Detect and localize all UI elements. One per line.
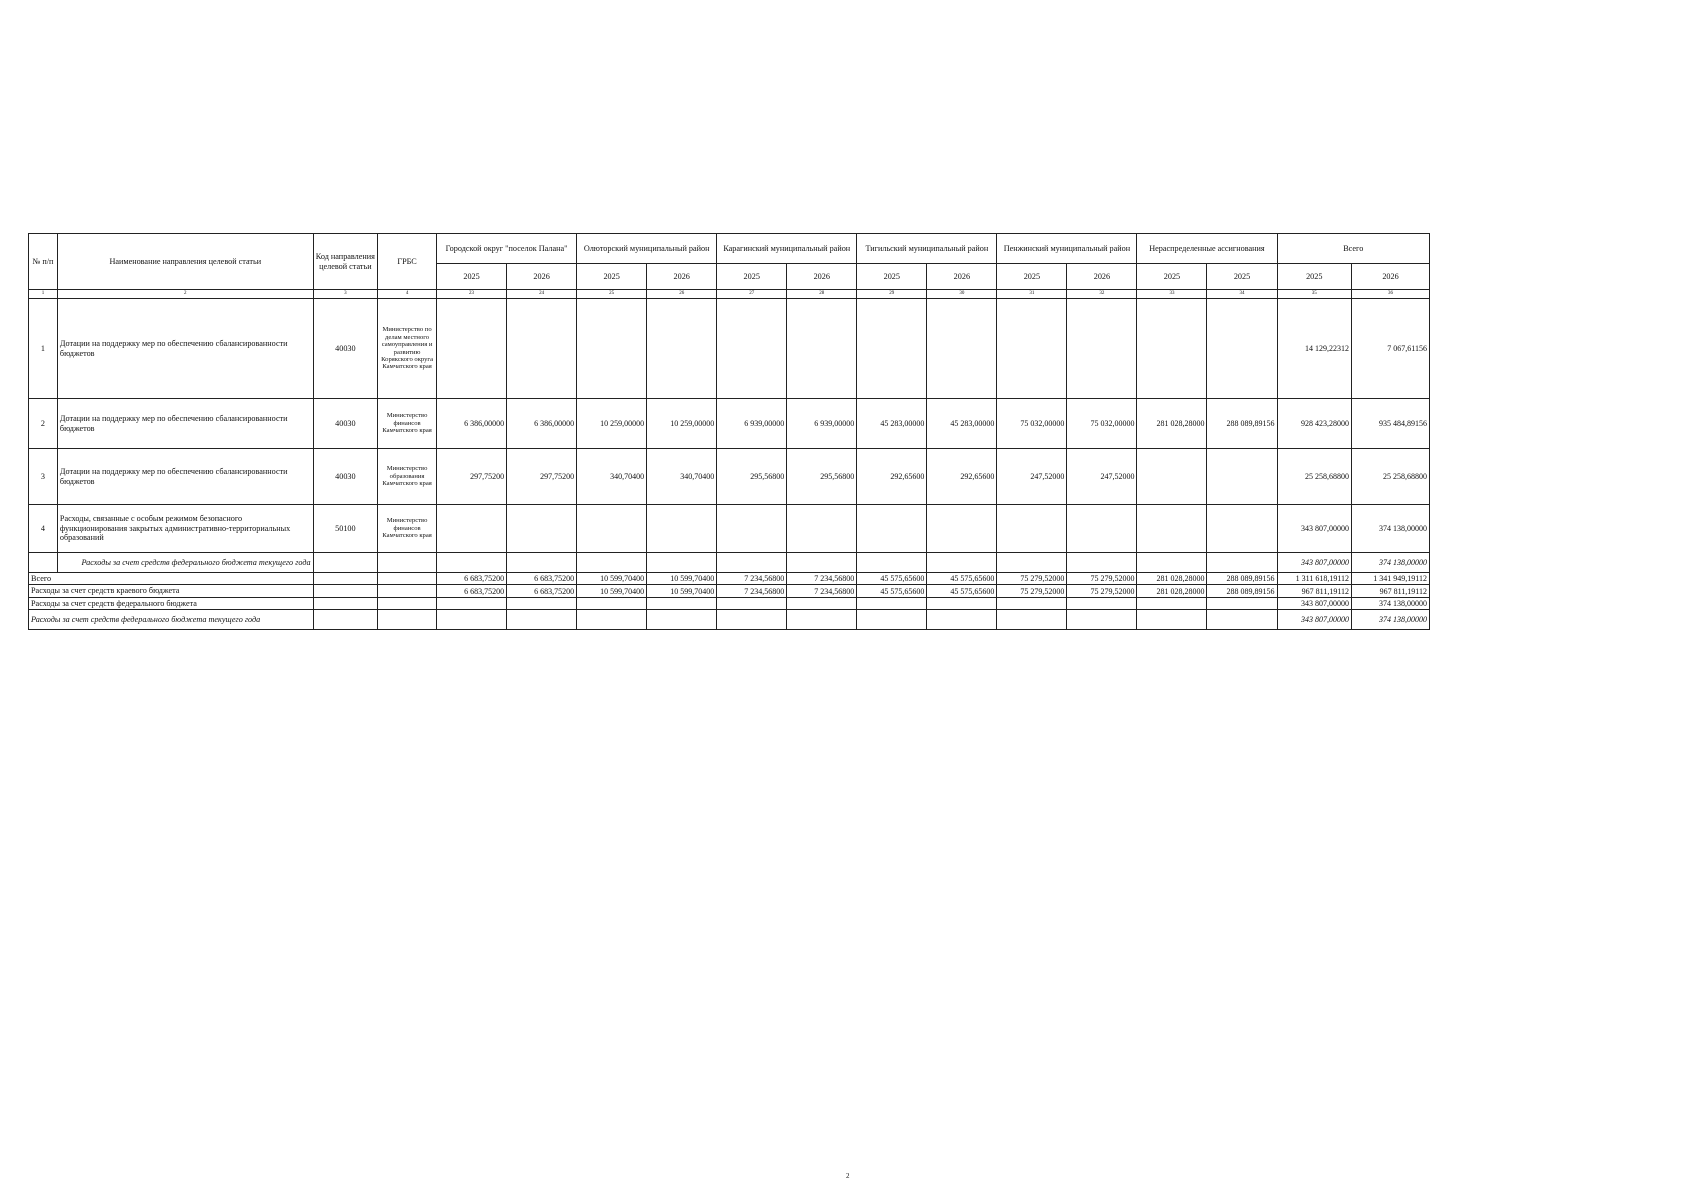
- value-cell: 25 258,68800: [1352, 449, 1430, 505]
- column-index-cell: 29: [857, 290, 927, 299]
- header-group-tigilsky: Тигильский муниципальный район: [857, 234, 997, 264]
- value-cell: [857, 597, 927, 609]
- value-cell: 374 138,00000: [1352, 553, 1430, 573]
- row-number: 4: [29, 505, 58, 553]
- value-cell: 10 599,70400: [577, 573, 647, 585]
- value-cell: [507, 610, 577, 630]
- value-cell: 10 259,00000: [577, 399, 647, 449]
- row-grbs: Министерство образования Камчатского края: [378, 449, 437, 505]
- value-cell: 6 683,75200: [507, 585, 577, 597]
- totals-grbs: [378, 610, 437, 630]
- value-cell: 6 683,75200: [437, 573, 507, 585]
- value-cell: [857, 505, 927, 553]
- value-cell: [647, 553, 717, 573]
- header-year: 2026: [927, 264, 997, 290]
- value-cell: [1067, 610, 1137, 630]
- value-cell: [857, 299, 927, 399]
- row-number: 2: [29, 399, 58, 449]
- value-cell: [997, 597, 1067, 609]
- totals-row: [29, 573, 1430, 585]
- column-index-cell: 36: [1352, 290, 1430, 299]
- totals-label: Расходы за счет средств федерального бюджета: [29, 597, 314, 609]
- value-cell: [1207, 505, 1277, 553]
- totals-grbs: [378, 585, 437, 597]
- column-index-cell: 26: [647, 290, 717, 299]
- table-row: [29, 399, 1430, 449]
- value-cell: 967 811,19112: [1277, 585, 1351, 597]
- header-grbs: ГРБС: [378, 234, 437, 290]
- value-cell: [927, 299, 997, 399]
- value-cell: [927, 597, 997, 609]
- value-cell: 292,65600: [927, 449, 997, 505]
- page-number: 2: [846, 1172, 850, 1180]
- value-cell: 281 028,28000: [1137, 573, 1207, 585]
- table-row: [29, 299, 1430, 399]
- value-cell: [1067, 505, 1137, 553]
- subrow-label: Расходы за счет средств федерального бюджетa текущего года: [57, 553, 313, 573]
- value-cell: [437, 610, 507, 630]
- value-cell: 75 279,52000: [1067, 573, 1137, 585]
- header-no: № п/п: [29, 234, 58, 290]
- header-group-karaginsky: Карагинский муниципальный район: [717, 234, 857, 264]
- row-grbs: Министерство финансов Камчатского края: [378, 399, 437, 449]
- row-name: Расходы, связанные с особым режимом безопасного функционирования закрытых административно-территориальных образований: [57, 505, 313, 553]
- value-cell: 343 807,00000: [1277, 553, 1351, 573]
- column-index-cell: 23: [437, 290, 507, 299]
- value-cell: 6 683,75200: [437, 585, 507, 597]
- row-grbs: Министерство финансов Камчатского края: [378, 505, 437, 553]
- value-cell: [1137, 505, 1207, 553]
- value-cell: [1067, 597, 1137, 609]
- totals-grbs: [378, 597, 437, 609]
- value-cell: 75 279,52000: [997, 573, 1067, 585]
- header-group-unallocated: Нераспределенные ассигнования: [1137, 234, 1277, 264]
- column-index-cell: 34: [1207, 290, 1277, 299]
- value-cell: [437, 553, 507, 573]
- header-year: 2025: [437, 264, 507, 290]
- row-code: 40030: [313, 449, 377, 505]
- totals-label: Расходы за счет средств краевого бюджета: [29, 585, 314, 597]
- value-cell: [787, 299, 857, 399]
- value-cell: 45 575,65600: [857, 573, 927, 585]
- value-cell: 7 234,56800: [717, 585, 787, 597]
- value-cell: 1 341 949,19112: [1352, 573, 1430, 585]
- value-cell: 340,70400: [577, 449, 647, 505]
- value-cell: 247,52000: [997, 449, 1067, 505]
- value-cell: [787, 597, 857, 609]
- value-cell: 10 599,70400: [647, 585, 717, 597]
- value-cell: 10 259,00000: [647, 399, 717, 449]
- federal-subrow: [29, 553, 1430, 573]
- header-year: 2025: [997, 264, 1067, 290]
- value-cell: [1207, 610, 1277, 630]
- value-cell: 10 599,70400: [647, 573, 717, 585]
- value-cell: 928 423,28000: [1277, 399, 1351, 449]
- value-cell: 343 807,00000: [1277, 610, 1351, 630]
- totals-label: Всего: [29, 573, 314, 585]
- value-cell: [437, 299, 507, 399]
- header-year: 2025: [717, 264, 787, 290]
- value-cell: [1207, 597, 1277, 609]
- value-cell: 6 939,00000: [717, 399, 787, 449]
- value-cell: [437, 597, 507, 609]
- header-year: 2026: [1067, 264, 1137, 290]
- value-cell: [927, 553, 997, 573]
- value-cell: 75 032,00000: [1067, 399, 1137, 449]
- header-year: 2025: [1137, 264, 1207, 290]
- column-index-cell: 1: [29, 290, 58, 299]
- header-group-total: Всего: [1277, 234, 1429, 264]
- value-cell: 45 283,00000: [857, 399, 927, 449]
- value-cell: [1137, 553, 1207, 573]
- value-cell: [997, 610, 1067, 630]
- value-cell: 297,75200: [507, 449, 577, 505]
- subrow-code: [313, 553, 377, 573]
- value-cell: [1067, 299, 1137, 399]
- row-name: Дотации на поддержку мер по обеспечению сбалансированности бюджетов: [57, 299, 313, 399]
- value-cell: 374 138,00000: [1352, 597, 1430, 609]
- value-cell: 75 279,52000: [1067, 585, 1137, 597]
- value-cell: 75 279,52000: [997, 585, 1067, 597]
- value-cell: 247,52000: [1067, 449, 1137, 505]
- totals-code: [313, 573, 377, 585]
- header-code: Код направления целевой статьи: [313, 234, 377, 290]
- value-cell: 295,56800: [787, 449, 857, 505]
- table-body: [29, 290, 1430, 630]
- value-cell: [507, 553, 577, 573]
- totals-row: [29, 597, 1430, 609]
- value-cell: 340,70400: [647, 449, 717, 505]
- value-cell: [507, 597, 577, 609]
- totals-code: [313, 585, 377, 597]
- value-cell: [857, 553, 927, 573]
- value-cell: 281 028,28000: [1137, 399, 1207, 449]
- value-cell: 935 484,89156: [1352, 399, 1430, 449]
- value-cell: [1137, 610, 1207, 630]
- value-cell: 75 032,00000: [997, 399, 1067, 449]
- value-cell: [997, 299, 1067, 399]
- value-cell: [1207, 553, 1277, 573]
- column-index-cell: 2: [57, 290, 313, 299]
- value-cell: 6 939,00000: [787, 399, 857, 449]
- value-cell: 7 067,61156: [1352, 299, 1430, 399]
- header-year: 2026: [647, 264, 717, 290]
- value-cell: [577, 299, 647, 399]
- table-row: [29, 505, 1430, 553]
- value-cell: 967 811,19112: [1352, 585, 1430, 597]
- value-cell: [647, 597, 717, 609]
- value-cell: [927, 505, 997, 553]
- column-index-cell: 24: [507, 290, 577, 299]
- value-cell: 45 575,65600: [927, 573, 997, 585]
- header-group-palana: Городской округ "поселок Палана": [437, 234, 577, 264]
- value-cell: 297,75200: [437, 449, 507, 505]
- value-cell: 343 807,00000: [1277, 505, 1351, 553]
- value-cell: [717, 299, 787, 399]
- row-number: 3: [29, 449, 58, 505]
- value-cell: 7 234,56800: [787, 573, 857, 585]
- value-cell: 45 575,65600: [857, 585, 927, 597]
- header-year: 2026: [507, 264, 577, 290]
- value-cell: 288 089,89156: [1207, 573, 1277, 585]
- value-cell: [1067, 553, 1137, 573]
- column-index-cell: 32: [1067, 290, 1137, 299]
- header-group-olyutorsky: Олюторский муниципальный район: [577, 234, 717, 264]
- value-cell: [787, 505, 857, 553]
- totals-row: [29, 585, 1430, 597]
- row-grbs: Министерство по делам местного самоуправления и развитию Корякского округа Камчатского края: [378, 299, 437, 399]
- value-cell: [717, 505, 787, 553]
- value-cell: [647, 505, 717, 553]
- totals-label: Расходы за счет средств федерального бюджета текущего года: [29, 610, 314, 630]
- totals-code: [313, 610, 377, 630]
- value-cell: [1137, 449, 1207, 505]
- column-index-cell: 27: [717, 290, 787, 299]
- value-cell: [507, 299, 577, 399]
- row-number: 1: [29, 299, 58, 399]
- value-cell: 288 089,89156: [1207, 585, 1277, 597]
- table-header: [29, 234, 1430, 290]
- value-cell: 1 311 618,19112: [1277, 573, 1351, 585]
- budget-table: [28, 233, 1430, 630]
- value-cell: [927, 610, 997, 630]
- value-cell: [717, 553, 787, 573]
- subrow-grbs: [378, 553, 437, 573]
- header-year: 2025: [1277, 264, 1351, 290]
- value-cell: [647, 299, 717, 399]
- row-code: 40030: [313, 299, 377, 399]
- header-year: 2025: [577, 264, 647, 290]
- totals-grbs: [378, 573, 437, 585]
- value-cell: 374 138,00000: [1352, 610, 1430, 630]
- header-name: Наименование направления целевой статьи: [57, 234, 313, 290]
- column-index-cell: 35: [1277, 290, 1351, 299]
- value-cell: [437, 505, 507, 553]
- totals-code: [313, 597, 377, 609]
- subrow-no: [29, 553, 58, 573]
- value-cell: 292,65600: [857, 449, 927, 505]
- row-name: Дотации на поддержку мер по обеспечению сбалансированности бюджетов: [57, 449, 313, 505]
- header-year: 2026: [1352, 264, 1430, 290]
- header-group-penzhinsky: Пенжинский муниципальный район: [997, 234, 1137, 264]
- value-cell: 6 386,00000: [437, 399, 507, 449]
- value-cell: [717, 610, 787, 630]
- value-cell: 6 386,00000: [507, 399, 577, 449]
- header-year: 2025: [857, 264, 927, 290]
- value-cell: [997, 505, 1067, 553]
- row-code: 40030: [313, 399, 377, 449]
- value-cell: 374 138,00000: [1352, 505, 1430, 553]
- column-index-cell: 33: [1137, 290, 1207, 299]
- value-cell: 7 234,56800: [717, 573, 787, 585]
- column-index-cell: 30: [927, 290, 997, 299]
- column-index-cell: 31: [997, 290, 1067, 299]
- value-cell: 14 129,22312: [1277, 299, 1351, 399]
- value-cell: [1207, 449, 1277, 505]
- value-cell: 6 683,75200: [507, 573, 577, 585]
- value-cell: 7 234,56800: [787, 585, 857, 597]
- totals-row: [29, 610, 1430, 630]
- row-code: 50100: [313, 505, 377, 553]
- column-index-cell: 28: [787, 290, 857, 299]
- column-index-cell: 25: [577, 290, 647, 299]
- value-cell: 295,56800: [717, 449, 787, 505]
- value-cell: [577, 505, 647, 553]
- value-cell: [787, 553, 857, 573]
- column-index-row: [29, 290, 1430, 299]
- value-cell: [1137, 597, 1207, 609]
- value-cell: 281 028,28000: [1137, 585, 1207, 597]
- value-cell: [857, 610, 927, 630]
- value-cell: [787, 610, 857, 630]
- value-cell: [997, 553, 1067, 573]
- value-cell: [577, 553, 647, 573]
- value-cell: 10 599,70400: [577, 585, 647, 597]
- value-cell: [717, 597, 787, 609]
- column-index-cell: 4: [378, 290, 437, 299]
- column-index-cell: 3: [313, 290, 377, 299]
- header-year: 2025: [1207, 264, 1277, 290]
- value-cell: [577, 610, 647, 630]
- value-cell: [507, 505, 577, 553]
- value-cell: 25 258,68800: [1277, 449, 1351, 505]
- value-cell: 343 807,00000: [1277, 597, 1351, 609]
- value-cell: 45 283,00000: [927, 399, 997, 449]
- value-cell: [1207, 299, 1277, 399]
- value-cell: [647, 610, 717, 630]
- value-cell: 45 575,65600: [927, 585, 997, 597]
- value-cell: [1137, 299, 1207, 399]
- header-year: 2026: [787, 264, 857, 290]
- table-row: [29, 449, 1430, 505]
- value-cell: 288 089,89156: [1207, 399, 1277, 449]
- value-cell: [577, 597, 647, 609]
- row-name: Дотации на поддержку мер по обеспечению сбалансированности бюджетов: [57, 399, 313, 449]
